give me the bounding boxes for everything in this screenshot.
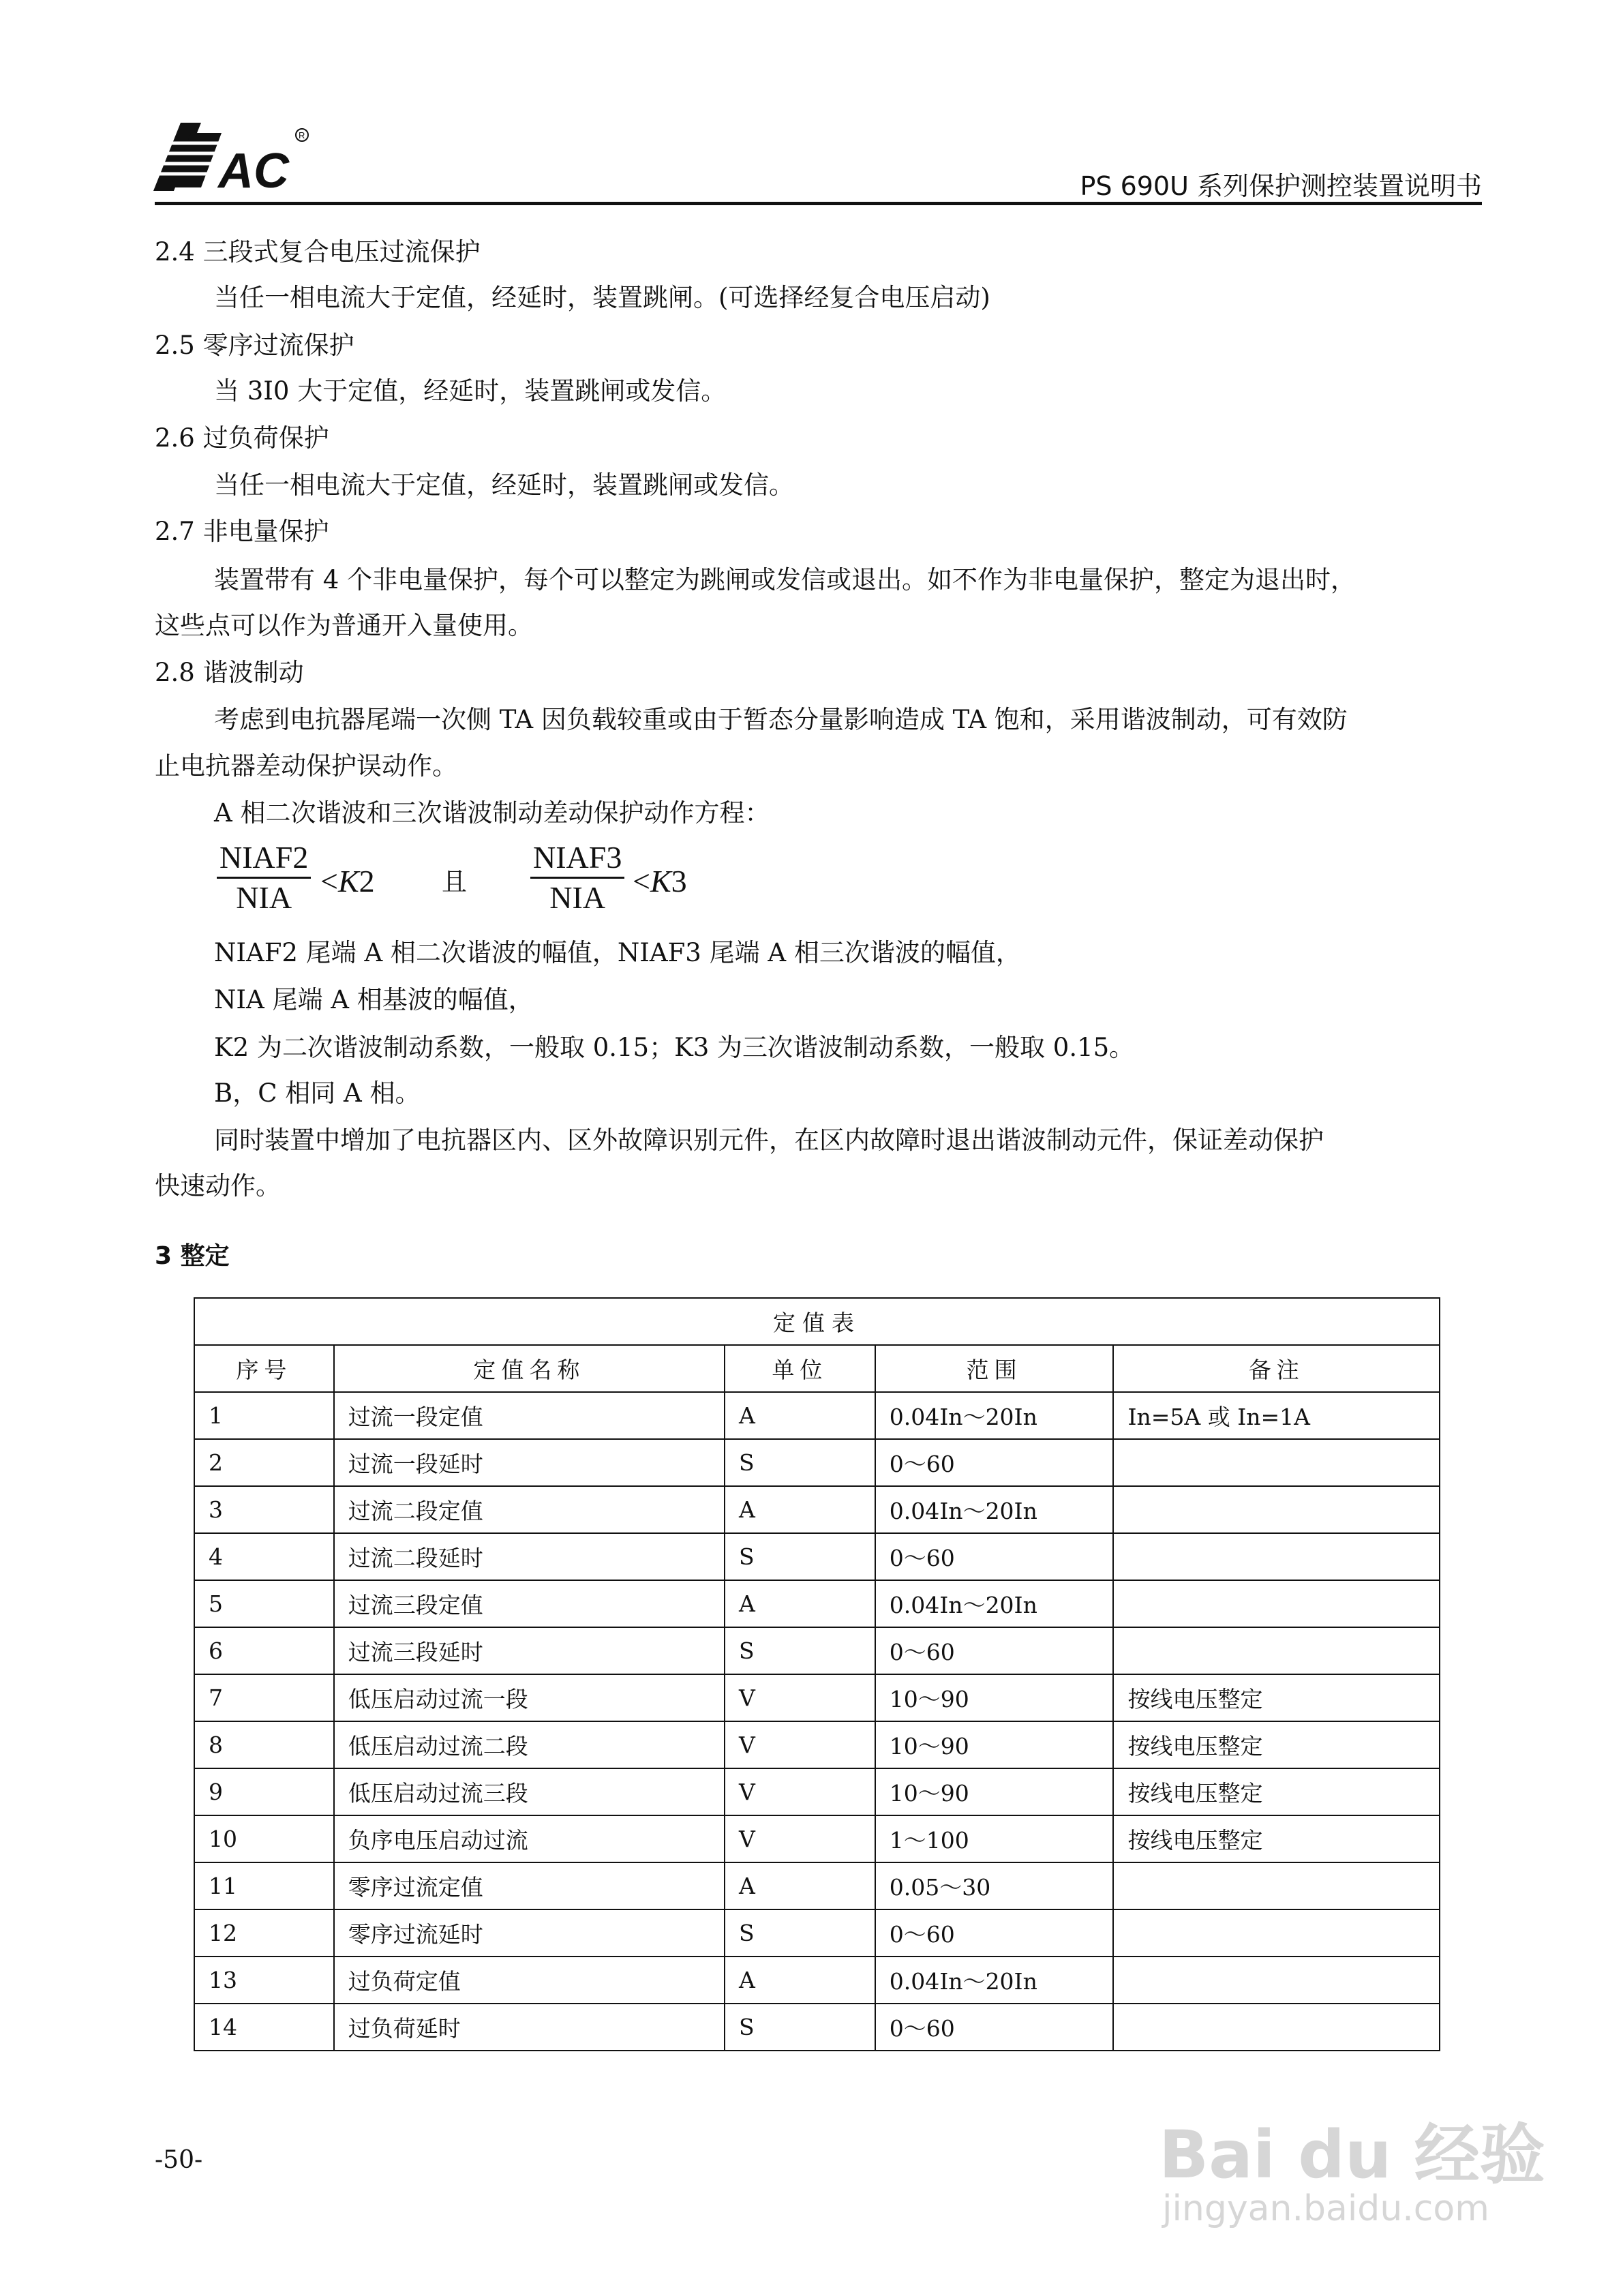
table-row xyxy=(194,1957,1440,2004)
table-row xyxy=(194,1862,1440,1909)
k-index: 2 xyxy=(359,864,375,898)
table-cell: 0～60 xyxy=(875,2004,1114,2051)
table-cell: V xyxy=(725,1674,875,1721)
paragraph: 止电抗器差动保护误动作。 xyxy=(155,751,457,781)
document-title: PS 690U 系列保护测控装置说明书 xyxy=(1080,171,1482,201)
table-cell: 13 xyxy=(194,1957,334,2004)
paragraph: 这些点可以作为普通开入量使用。 xyxy=(155,611,533,640)
table-cell: 14 xyxy=(194,2004,334,2051)
svg-text:R: R xyxy=(299,130,305,140)
table-row xyxy=(194,1909,1440,1957)
column-header: 序号 xyxy=(194,1345,334,1392)
table-cell: 0.05～30 xyxy=(875,1862,1114,1909)
table-cell: 10～90 xyxy=(875,1768,1114,1815)
paragraph: NIA 尾端 A 相基波的幅值， xyxy=(214,985,534,1014)
table-cell: S xyxy=(725,2004,875,2051)
table-row xyxy=(194,1533,1440,1580)
watermark-url: jingyan.baidu.com xyxy=(1162,2188,1489,2229)
table-cell: 0～60 xyxy=(875,1533,1114,1580)
k-symbol: K xyxy=(337,864,359,898)
table-cell xyxy=(1113,1533,1440,1580)
table-cell: 零序过流延时 xyxy=(334,1909,725,1957)
table-cell xyxy=(1113,1486,1440,1533)
table-title: 定值表 xyxy=(194,1298,1440,1345)
paragraph: 当任一相电流大于定值，经延时，装置跳闸或发信。 xyxy=(214,470,794,500)
table-cell xyxy=(1113,1862,1440,1909)
table-cell: 负序电压启动过流 xyxy=(334,1815,725,1862)
fraction-2 xyxy=(530,839,624,917)
table-cell: 12 xyxy=(194,1909,334,1957)
table-cell: S xyxy=(725,1533,875,1580)
table-cell: 按线电压整定 xyxy=(1113,1768,1440,1815)
table-row xyxy=(194,1486,1440,1533)
table-cell: 低压启动过流三段 xyxy=(334,1768,725,1815)
table-cell xyxy=(1113,1957,1440,2004)
table-cell: A xyxy=(725,1486,875,1533)
table-row xyxy=(194,1580,1440,1627)
table-cell: V xyxy=(725,1815,875,1862)
less-than: < xyxy=(320,864,338,898)
table-cell: 过流三段定值 xyxy=(334,1580,725,1627)
table-cell: V xyxy=(725,1721,875,1768)
table-cell: In=5A 或 In=1A xyxy=(1113,1392,1440,1439)
table-cell: S xyxy=(725,1439,875,1486)
table-cell: 10～90 xyxy=(875,1721,1114,1768)
k-index: 3 xyxy=(671,864,687,898)
table-cell: A xyxy=(725,1580,875,1627)
svg-text:AC: AC xyxy=(218,144,289,198)
table-cell: V xyxy=(725,1768,875,1815)
table-cell: 3 xyxy=(194,1486,334,1533)
table-row xyxy=(194,1439,1440,1486)
paragraph: 考虑到电抗器尾端一次侧 TA 因负载较重或由于暂态分量影响造成 TA 饱和，采用谐波制动，可有效防 xyxy=(214,705,1348,734)
settings-table xyxy=(194,1297,1440,2051)
table-row xyxy=(194,1392,1440,1439)
table-cell: 10～90 xyxy=(875,1674,1114,1721)
paragraph: 当任一相电流大于定值，经延时，装置跳闸。(可选择经复合电压启动) xyxy=(214,283,990,312)
table-cell: 0～60 xyxy=(875,1439,1114,1486)
section-heading: 2.7 非电量保护 xyxy=(155,517,329,546)
table-cell: 11 xyxy=(194,1862,334,1909)
table-cell: 过负荷定值 xyxy=(334,1957,725,2004)
paragraph: 同时装置中增加了电抗器区内、区外故障识别元件，在区内故障时退出谐波制动元件，保证差动保护 xyxy=(214,1126,1324,1155)
section-heading: 2.6 过负荷保护 xyxy=(155,423,329,453)
table-cell: 4 xyxy=(194,1533,334,1580)
table-cell: 0.04In～20In xyxy=(875,1486,1114,1533)
table-cell xyxy=(1113,1580,1440,1627)
numerator: NIAF2 xyxy=(217,839,311,879)
table-cell: 7 xyxy=(194,1674,334,1721)
table-cell: 5 xyxy=(194,1580,334,1627)
table-cell: 过流二段延时 xyxy=(334,1533,725,1580)
column-header: 备注 xyxy=(1113,1345,1440,1392)
table-cell: 低压启动过流一段 xyxy=(334,1674,725,1721)
table-cell xyxy=(1113,1627,1440,1674)
table-cell: 过流一段延时 xyxy=(334,1439,725,1486)
table-cell: 6 xyxy=(194,1627,334,1674)
section-3-heading: 3 整定 xyxy=(155,1242,230,1270)
paragraph: K2 为二次谐波制动系数，一般取 0.15；K3 为三次谐波制动系数，一般取 0.15。 xyxy=(214,1033,1135,1062)
table-cell: 过负荷延时 xyxy=(334,2004,725,2051)
column-header: 定值名称 xyxy=(334,1345,725,1392)
numerator: NIAF3 xyxy=(530,839,624,879)
table-cell: 按线电压整定 xyxy=(1113,1815,1440,1862)
table-cell: 过流一段定值 xyxy=(334,1392,725,1439)
table-cell: 零序过流定值 xyxy=(334,1862,725,1909)
table-row xyxy=(194,1627,1440,1674)
table-cell: 0.04In～20In xyxy=(875,1957,1114,2004)
denominator: NIA xyxy=(236,880,292,915)
paragraph: B，C 相同 A 相。 xyxy=(214,1078,421,1108)
table-row xyxy=(194,1815,1440,1862)
table-header-row xyxy=(194,1345,1440,1392)
paragraph: A 相二次谐波和三次谐波制动差动保护动作方程： xyxy=(214,798,770,828)
table-cell: 按线电压整定 xyxy=(1113,1721,1440,1768)
table-cell: 8 xyxy=(194,1721,334,1768)
table-cell: 按线电压整定 xyxy=(1113,1674,1440,1721)
table-cell: S xyxy=(725,1627,875,1674)
section-heading: 2.8 谐波制动 xyxy=(155,658,304,687)
sac-logo xyxy=(153,116,331,198)
table-cell: 10 xyxy=(194,1815,334,1862)
table-cell: S xyxy=(725,1909,875,1957)
fraction-1 xyxy=(217,839,311,917)
table-row xyxy=(194,1768,1440,1815)
table-row xyxy=(194,1721,1440,1768)
column-header: 范围 xyxy=(875,1345,1114,1392)
section-heading: 2.4 三段式复合电压过流保护 xyxy=(155,237,481,267)
table-row xyxy=(194,2004,1440,2051)
less-than: < xyxy=(633,864,650,898)
table-cell xyxy=(1113,1439,1440,1486)
table-cell: A xyxy=(725,1957,875,2004)
inequality-2 xyxy=(633,863,687,899)
table-cell: 低压启动过流二段 xyxy=(334,1721,725,1768)
paragraph: 装置带有 4 个非电量保护，每个可以整定为跳闸或发信或退出。如不作为非电量保护，整定为退出时， xyxy=(214,565,1356,594)
denominator: NIA xyxy=(549,880,606,915)
table-cell: 0.04In～20In xyxy=(875,1392,1114,1439)
table-cell: 过流三段延时 xyxy=(334,1627,725,1674)
table-cell: 2 xyxy=(194,1439,334,1486)
table-cell xyxy=(1113,2004,1440,2051)
table-cell: A xyxy=(725,1862,875,1909)
paragraph: NIAF2 尾端 A 相二次谐波的幅值，NIAF3 尾端 A 相三次谐波的幅值， xyxy=(214,938,1021,967)
table-cell xyxy=(1113,1909,1440,1957)
table-cell: 0.04In～20In xyxy=(875,1580,1114,1627)
table-cell: 9 xyxy=(194,1768,334,1815)
table-cell: 过流二段定值 xyxy=(334,1486,725,1533)
table-row xyxy=(194,1674,1440,1721)
paragraph: 快速动作。 xyxy=(155,1171,281,1200)
header-rule xyxy=(155,202,1482,205)
table-cell: 0～60 xyxy=(875,1909,1114,1957)
table-cell: 0～60 xyxy=(875,1627,1114,1674)
watermark-brand: Bai du 经验 xyxy=(1159,2117,1545,2193)
table-cell: 1 xyxy=(194,1392,334,1439)
table-cell: 1～100 xyxy=(875,1815,1114,1862)
table-cell: A xyxy=(725,1392,875,1439)
column-header: 单位 xyxy=(725,1345,875,1392)
inequality-1 xyxy=(320,863,375,899)
section-heading: 2.5 零序过流保护 xyxy=(155,331,354,360)
k-symbol: K xyxy=(650,864,671,898)
paragraph: 当 3I0 大于定值，经延时，装置跳闸或发信。 xyxy=(214,376,727,406)
page-number: -50- xyxy=(155,2146,203,2174)
conjunction: 且 xyxy=(442,867,467,896)
